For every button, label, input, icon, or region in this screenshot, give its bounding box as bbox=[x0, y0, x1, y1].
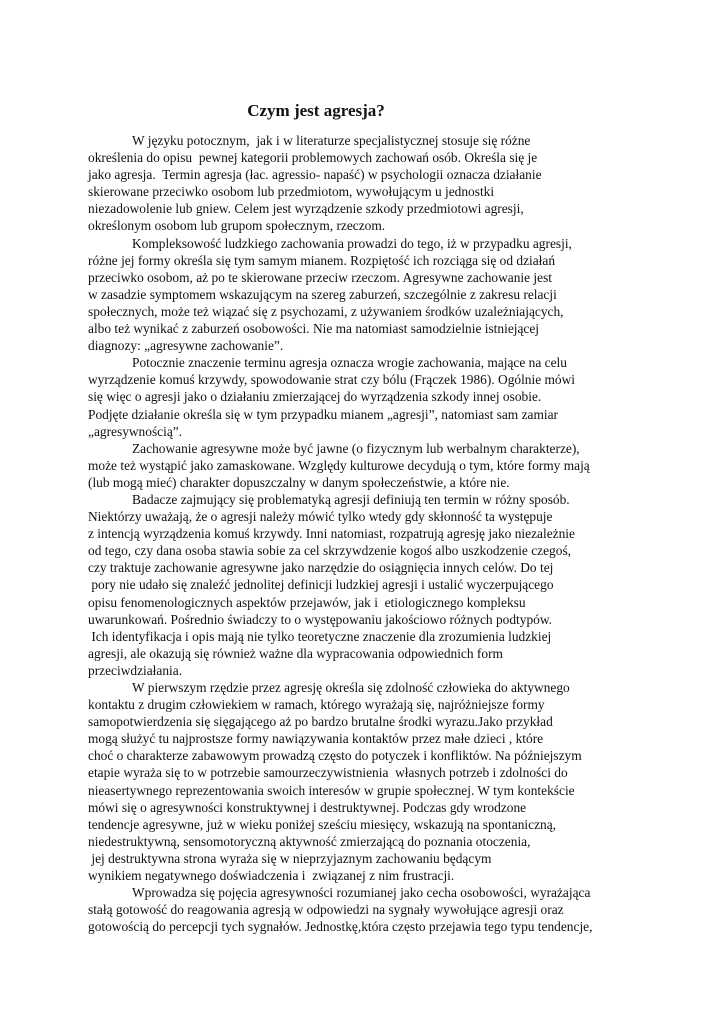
text-line: Potocznie znaczenie terminu agresja oznacza wrogie zachowania, mające na celu bbox=[132, 355, 567, 371]
text-line: Podjęte działanie określa się w tym przypadku mianem „agresji”, natomiast sam zamiar bbox=[88, 406, 558, 422]
text-line: społecznych, może też wiązać się z psychozami, z używaniem środków uzależniających, bbox=[88, 303, 564, 319]
text-line: niezadowolenie lub gniew. Celem jest wyrządzenie szkody przedmiotowi agresji, bbox=[88, 201, 524, 217]
text-line: (lub mogą mieć) charakter dopuszczalny w danym społeczeństwie, a które nie. bbox=[88, 474, 510, 490]
text-line: kontaktu z drugim człowiekiem w ramach, którego wyrażają się, najróżniejsze formy bbox=[88, 697, 545, 713]
text-line: czy traktuje zachowanie agresywne jako narzędzie do osiągnięcia innych celów. Do tej bbox=[88, 560, 554, 576]
text-line: Wprowadza się pojęcia agresywności rozumianej jako cecha osobowości, wyrażająca bbox=[132, 885, 591, 901]
text-line: od tego, czy dana osoba stawia sobie za cel skrzywdzenie kogoś albo uszkodzenie czegoś, bbox=[88, 543, 572, 559]
text-line: etapie wyraża się to w potrzebie samourzeczywistnienia własnych potrzeb i zdolności do bbox=[88, 765, 568, 781]
text-line: samopotwierdzenia się sięgającego aż po bardzo brutalne środki wyrazu.Jako przykład bbox=[88, 714, 553, 730]
text-line: skierowane przeciwko osobom lub przedmiotom, wywołującym u jednostki bbox=[88, 184, 495, 200]
text-line: W języku potocznym, jak i w literaturze specjalistycznej stosuje się różne bbox=[132, 133, 531, 148]
text-line: przeciwdziałania. bbox=[88, 662, 183, 678]
text-line: Kompleksowość ludzkiego zachowania prowadzi do tego, iż w przypadku agresji, bbox=[132, 235, 572, 251]
text-line: się więc o agresji jako o działaniu zmierzającej do wyrządzenia szkody innej osobie. bbox=[88, 389, 542, 405]
text-line: mogą służyć tu najprostsze formy nawiązywania kontaktów przez małe dzieci , które bbox=[88, 731, 544, 747]
text-line: Badacze zajmujący się problematyką agresji definiują ten termin w różny sposób. bbox=[132, 491, 570, 507]
body-text bbox=[88, 132, 648, 935]
text-line: przeciwko osobom, aż po te skierowane przeciw rzeczom. Agresywne zachowanie jest bbox=[88, 269, 553, 285]
text-line: agresji, ale okazują się również ważne dla wypracowania odpowiednich form bbox=[88, 645, 503, 661]
text-line: może też wystąpić jako zamaskowane. Względy kulturowe decydują o tym, które formy mają bbox=[88, 457, 590, 473]
text-line: pory nie udało się znaleźć jednolitej definicji ludzkiej agresji i ustalić wyczerpującego bbox=[88, 577, 554, 593]
text-line: W pierwszym rzędzie przez agresję określa się zdolność człowieka do aktywnego bbox=[132, 680, 570, 695]
text-line: „agresywnością”. bbox=[88, 423, 183, 439]
text-line: albo też wynikać z zaburzeń osobowości. Nie ma natomiast samodzielnie istniejącej bbox=[88, 321, 540, 337]
page-title: Czym jest agresja? bbox=[247, 101, 385, 120]
text-line: gotowością do percepcji tych sygnałów. Jednostkę,która często przejawia tego typu tendencje, bbox=[88, 919, 593, 935]
text-line: określenia do opisu pewnej kategorii problemowych zachowań osób. Określa się je bbox=[88, 150, 538, 166]
text-line: z intencją wyrządzenia komuś krzywdy. Inni natomiast, rozpatrują agresję jako niezależnie bbox=[88, 526, 575, 542]
text-line: opisu fenomenologicznych aspektów przejawów, jak i etiologicznego kompleksu bbox=[88, 594, 526, 610]
text-line: różne jej formy określa się tym samym mianem. Rozpiętość ich rozciąga się od działań bbox=[88, 252, 556, 268]
text-line: niedestruktywną, sensomotoryczną aktywność zmierzającą do poznania otoczenia, bbox=[88, 833, 531, 849]
text-line: mówi się o agresywności konstruktywnej i destruktywnej. Podczas gdy wrodzone bbox=[88, 799, 527, 815]
text-line: tendencje agresywne, już w wieku poniżej sześciu miesięcy, wskazują na spontaniczną, bbox=[88, 816, 556, 832]
text-line: wyrządzenie komuś krzywdy, spowodowanie strat czy bólu (Frączek 1986). Ogólnie mówi bbox=[88, 372, 576, 388]
text-line: uwarunkowań. Pośrednio świadczy to o występowaniu jakościowo różnych podtypów. bbox=[88, 611, 552, 627]
text-line: jako agresja. Termin agresja (łac. agressio- napaść) w psychologii oznacza działanie bbox=[88, 167, 542, 183]
text-line: diagnozy: „agresywne zachowanie”. bbox=[88, 338, 284, 354]
text-line: Ich identyfikacja i opis mają nie tylko teoretyczne znaczenie dla zrozumienia ludzkiej bbox=[88, 628, 552, 644]
text-line: określonym osobom lub grupom społecznym, rzeczom. bbox=[88, 218, 386, 234]
text-line: nieasertywnego reprezentowania swoich interesów w grupie społecznej. W tym kontekście bbox=[88, 782, 575, 798]
text-line: Niektórzy uważają, że o agresji należy mówić tylko wtedy gdy skłonność ta występuje bbox=[88, 509, 553, 525]
text-line: choć o charakterze zabawowym prowadzą często do potyczek i konfliktów. Na późniejszym bbox=[88, 748, 582, 764]
text-line: wynikiem negatywnego doświadczenia i związanej z nim frustracji. bbox=[88, 868, 455, 884]
text-line: Zachowanie agresywne może być jawne (o fizycznym lub werbalnym charakterze), bbox=[132, 440, 580, 456]
text-line: stałą gotowość do reagowania agresją w odpowiedzi na sygnały wywołujące agresji oraz bbox=[88, 902, 564, 918]
text-line: jej destruktywna strona wyraża się w nieprzyjaznym zachowaniu będącym bbox=[88, 850, 492, 866]
text-line: w zasadzie symptomem wskazującym na szereg zaburzeń, szczególnie z zakresu relacji bbox=[88, 286, 557, 302]
